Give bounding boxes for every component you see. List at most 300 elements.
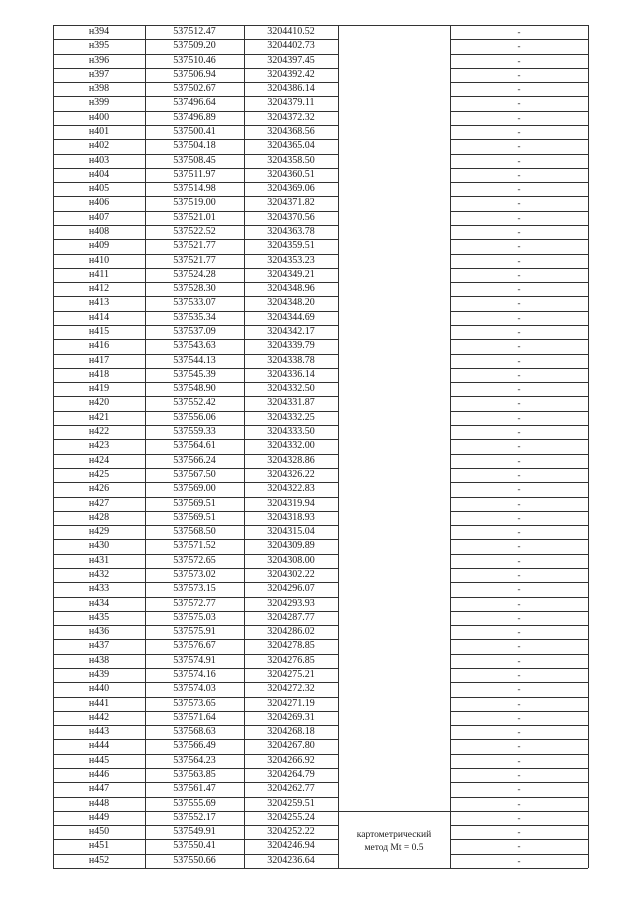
row-divider	[450, 611, 588, 612]
table-row	[53, 525, 588, 539]
point-number-cell: н421	[88, 411, 110, 423]
row-divider	[53, 239, 338, 240]
x-coordinate-cell: 537512.47	[173, 26, 216, 37]
y-coordinate-cell: 3204358.50	[267, 154, 315, 166]
y-coordinate-cell: 3204252.22	[267, 826, 315, 838]
row-divider	[450, 839, 588, 840]
table-row	[53, 68, 588, 82]
y-coordinate-cell: 3204267.80	[267, 740, 315, 752]
table-row	[53, 268, 588, 282]
y-coordinate-cell: 3204349.21	[267, 268, 315, 280]
row-divider	[450, 225, 588, 226]
dash-cell: -	[517, 141, 521, 152]
dash-cell: -	[517, 584, 521, 595]
point-number-cell: н410	[88, 254, 110, 266]
y-coordinate-cell: 3204331.87	[267, 397, 315, 409]
y-coordinate-cell: 3204259.51	[267, 797, 315, 809]
point-number-cell: н403	[88, 154, 110, 166]
x-coordinate-cell: 537572.77	[173, 597, 216, 609]
point-number-cell: н395	[88, 40, 110, 52]
row-divider	[450, 68, 588, 69]
x-coordinate-cell: 537549.91	[173, 826, 216, 838]
y-coordinate-cell: 3204296.07	[267, 583, 315, 595]
point-number-cell: н418	[88, 368, 110, 380]
row-divider	[53, 382, 338, 383]
row-divider	[53, 111, 338, 112]
x-coordinate-cell: 537543.63	[173, 340, 216, 352]
row-divider	[53, 697, 338, 698]
row-divider	[53, 296, 338, 297]
point-number-cell: н426	[88, 483, 110, 495]
dash-cell: -	[517, 298, 521, 309]
point-number-cell: н448	[88, 797, 110, 809]
row-divider	[450, 439, 588, 440]
row-divider	[450, 154, 588, 155]
y-coordinate-cell: 3204286.02	[267, 626, 315, 638]
table-row	[53, 425, 588, 439]
row-divider	[53, 254, 338, 255]
row-divider	[53, 754, 338, 755]
y-coordinate-cell: 3204397.45	[267, 54, 315, 66]
dash-cell: -	[517, 212, 521, 223]
row-divider	[450, 354, 588, 355]
row-divider	[53, 454, 338, 455]
row-divider	[53, 125, 338, 126]
x-coordinate-cell: 537573.02	[173, 568, 216, 580]
y-coordinate-cell: 3204328.86	[267, 454, 315, 466]
row-divider	[53, 597, 338, 598]
y-coordinate-cell: 3204272.32	[267, 683, 315, 695]
x-coordinate-cell: 537550.66	[173, 854, 216, 866]
table-row	[53, 82, 588, 96]
row-divider	[450, 168, 588, 169]
point-number-cell: н436	[88, 626, 110, 638]
point-number-cell: н440	[88, 683, 110, 695]
row-divider	[450, 111, 588, 112]
y-coordinate-cell: 3204278.85	[267, 640, 315, 652]
x-coordinate-cell: 537504.18	[173, 140, 216, 152]
y-coordinate-cell: 3204269.31	[267, 711, 315, 723]
x-coordinate-cell: 537575.03	[173, 611, 216, 623]
row-divider	[450, 211, 588, 212]
method-line-1: картометрический	[356, 830, 432, 840]
row-divider	[450, 282, 588, 283]
x-coordinate-cell: 537571.52	[173, 540, 216, 552]
point-number-cell: н404	[88, 168, 110, 180]
table-row	[53, 382, 588, 396]
point-number-cell: н400	[88, 111, 110, 123]
row-divider	[338, 811, 450, 812]
dash-cell: -	[517, 627, 521, 638]
point-number-cell: н438	[88, 654, 110, 666]
y-coordinate-cell: 3204266.92	[267, 754, 315, 766]
row-divider	[53, 354, 338, 355]
dash-cell: -	[517, 827, 521, 838]
x-coordinate-cell: 537574.16	[173, 668, 216, 680]
dash-cell: -	[517, 155, 521, 166]
table-row	[53, 168, 588, 182]
row-divider	[53, 611, 338, 612]
row-divider	[450, 568, 588, 569]
table-row	[53, 96, 588, 110]
dash-cell: -	[517, 369, 521, 380]
column-divider	[145, 25, 146, 868]
row-divider	[450, 139, 588, 140]
row-divider	[53, 368, 338, 369]
y-coordinate-cell: 3204309.89	[267, 540, 315, 552]
row-divider	[53, 411, 338, 412]
dash-cell: -	[517, 398, 521, 409]
row-divider	[53, 654, 338, 655]
dash-cell: -	[517, 98, 521, 109]
point-number-cell: н414	[88, 311, 110, 323]
dash-cell: -	[517, 355, 521, 366]
x-coordinate-cell: 537522.52	[173, 226, 216, 238]
x-coordinate-cell: 537500.41	[173, 126, 216, 138]
dash-cell: -	[517, 541, 521, 552]
table-row	[53, 139, 588, 153]
x-coordinate-cell: 537496.64	[173, 97, 216, 109]
table-row	[53, 39, 588, 53]
y-coordinate-cell: 3204264.79	[267, 768, 315, 780]
point-number-cell: н416	[88, 340, 110, 352]
table-row	[53, 854, 588, 868]
dash-cell: -	[517, 612, 521, 623]
dash-cell: -	[517, 341, 521, 352]
dash-cell: -	[517, 527, 521, 538]
dash-cell: -	[517, 55, 521, 66]
dash-cell: -	[517, 241, 521, 252]
x-coordinate-cell: 537502.67	[173, 83, 216, 95]
x-coordinate-cell: 537575.91	[173, 626, 216, 638]
table-row	[53, 597, 588, 611]
point-number-cell: н396	[88, 54, 110, 66]
x-coordinate-cell: 537506.94	[173, 68, 216, 80]
point-number-cell: н422	[88, 426, 110, 438]
row-divider	[450, 468, 588, 469]
table-row	[53, 539, 588, 553]
table-row	[53, 396, 588, 410]
row-divider	[450, 96, 588, 97]
row-divider	[450, 339, 588, 340]
row-divider	[450, 511, 588, 512]
table-row	[53, 54, 588, 68]
coordinates-table	[53, 25, 588, 868]
row-divider	[450, 554, 588, 555]
y-coordinate-cell: 3204368.56	[267, 126, 315, 138]
table-row	[53, 439, 588, 453]
x-coordinate-cell: 537564.61	[173, 440, 216, 452]
row-divider	[53, 811, 338, 812]
row-divider	[450, 325, 588, 326]
x-coordinate-cell: 537519.00	[173, 197, 216, 209]
table-row	[53, 782, 588, 796]
table-row	[53, 554, 588, 568]
table-row	[53, 511, 588, 525]
table-row	[53, 611, 588, 625]
table-row	[53, 811, 588, 825]
row-divider	[450, 782, 588, 783]
table-row	[53, 354, 588, 368]
x-coordinate-cell: 537566.49	[173, 740, 216, 752]
point-number-cell: н435	[88, 611, 110, 623]
row-divider	[53, 196, 338, 197]
table-row	[53, 25, 588, 39]
y-coordinate-cell: 3204255.24	[267, 811, 315, 823]
point-number-cell: н419	[88, 383, 110, 395]
row-divider	[53, 554, 338, 555]
dash-cell: -	[517, 598, 521, 609]
y-coordinate-cell: 3204365.04	[267, 140, 315, 152]
dash-cell: -	[517, 69, 521, 80]
x-coordinate-cell: 537574.03	[173, 683, 216, 695]
dash-cell: -	[517, 669, 521, 680]
table-row	[53, 568, 588, 582]
x-coordinate-cell: 537508.45	[173, 154, 216, 166]
row-divider	[53, 568, 338, 569]
table-row	[53, 482, 588, 496]
column-divider	[338, 25, 339, 868]
point-number-cell: н437	[88, 640, 110, 652]
x-coordinate-cell: 537569.51	[173, 497, 216, 509]
row-divider	[450, 25, 588, 26]
y-coordinate-cell: 3204402.73	[267, 40, 315, 52]
x-coordinate-cell: 537511.97	[173, 168, 216, 180]
table-row	[53, 725, 588, 739]
row-divider	[53, 25, 338, 26]
y-coordinate-cell: 3204370.56	[267, 211, 315, 223]
y-coordinate-cell: 3204326.22	[267, 468, 315, 480]
dash-cell: -	[517, 798, 521, 809]
dash-cell: -	[517, 384, 521, 395]
dash-cell: -	[517, 641, 521, 652]
y-coordinate-cell: 3204246.94	[267, 840, 315, 852]
row-divider	[53, 311, 338, 312]
point-number-cell: н446	[88, 768, 110, 780]
row-divider	[53, 82, 338, 83]
dash-cell: -	[517, 255, 521, 266]
point-number-cell: н411	[89, 268, 109, 280]
row-divider	[450, 682, 588, 683]
y-coordinate-cell: 3204275.21	[267, 668, 315, 680]
row-divider	[450, 239, 588, 240]
row-divider	[53, 539, 338, 540]
row-divider	[338, 25, 450, 26]
dash-cell: -	[517, 498, 521, 509]
row-divider	[53, 139, 338, 140]
dash-cell: -	[517, 755, 521, 766]
row-divider	[53, 54, 338, 55]
point-number-cell: н450	[88, 826, 110, 838]
table-row	[53, 211, 588, 225]
dash-cell: -	[517, 227, 521, 238]
point-number-cell: н409	[88, 240, 110, 252]
row-divider	[450, 411, 588, 412]
dash-cell: -	[517, 327, 521, 338]
y-coordinate-cell: 3204379.11	[267, 97, 315, 109]
dash-cell: -	[517, 727, 521, 738]
table-row	[53, 668, 588, 682]
row-divider	[450, 754, 588, 755]
dash-cell: -	[517, 184, 521, 195]
dash-cell: -	[517, 655, 521, 666]
x-coordinate-cell: 537521.01	[173, 211, 216, 223]
x-coordinate-cell: 537509.20	[173, 40, 216, 52]
table-row	[53, 454, 588, 468]
dash-cell: -	[517, 855, 521, 866]
row-divider	[450, 454, 588, 455]
row-divider	[53, 68, 338, 69]
point-number-cell: н442	[88, 711, 110, 723]
point-number-cell: н428	[88, 511, 110, 523]
table-row	[53, 739, 588, 753]
table-row	[53, 697, 588, 711]
row-divider	[53, 325, 338, 326]
table-row	[53, 311, 588, 325]
y-coordinate-cell: 3204369.06	[267, 183, 315, 195]
dash-cell: -	[517, 469, 521, 480]
dash-cell: -	[517, 569, 521, 580]
dash-cell: -	[517, 512, 521, 523]
x-coordinate-cell: 537566.24	[173, 454, 216, 466]
row-divider	[450, 625, 588, 626]
x-coordinate-cell: 537548.90	[173, 383, 216, 395]
dash-cell: -	[517, 841, 521, 852]
x-coordinate-cell: 537496.89	[173, 111, 216, 123]
table-row	[53, 196, 588, 210]
y-coordinate-cell: 3204342.17	[267, 326, 315, 338]
point-number-cell: н399	[88, 97, 110, 109]
y-coordinate-cell: 3204372.32	[267, 111, 315, 123]
table-row	[53, 325, 588, 339]
y-coordinate-cell: 3204344.69	[267, 311, 315, 323]
row-divider	[450, 268, 588, 269]
row-divider	[53, 96, 338, 97]
point-number-cell: н417	[88, 354, 110, 366]
row-divider	[450, 54, 588, 55]
column-divider	[53, 25, 54, 868]
y-coordinate-cell: 3204319.94	[267, 497, 315, 509]
dash-cell: -	[517, 712, 521, 723]
table-row	[53, 239, 588, 253]
y-coordinate-cell: 3204332.50	[267, 383, 315, 395]
point-number-cell: н401	[88, 126, 110, 138]
x-coordinate-cell: 537574.91	[173, 654, 216, 666]
table-row	[53, 125, 588, 139]
row-divider	[53, 739, 338, 740]
row-divider	[450, 125, 588, 126]
row-divider	[450, 296, 588, 297]
row-divider	[450, 597, 588, 598]
table-row	[53, 111, 588, 125]
x-coordinate-cell: 537567.50	[173, 468, 216, 480]
point-number-cell: н432	[88, 568, 110, 580]
row-divider	[450, 196, 588, 197]
row-divider	[450, 311, 588, 312]
table-row	[53, 654, 588, 668]
table-row	[53, 797, 588, 811]
y-coordinate-cell: 3204287.77	[267, 611, 315, 623]
row-divider	[53, 711, 338, 712]
x-coordinate-cell: 537573.15	[173, 583, 216, 595]
row-divider	[450, 854, 588, 855]
row-divider	[53, 396, 338, 397]
dash-cell: -	[517, 484, 521, 495]
row-divider	[450, 368, 588, 369]
x-coordinate-cell: 537535.34	[173, 311, 216, 323]
row-divider	[53, 482, 338, 483]
table-row	[53, 682, 588, 696]
point-number-cell: н412	[88, 283, 110, 295]
row-divider	[53, 668, 338, 669]
point-number-cell: н427	[88, 497, 110, 509]
dash-cell: -	[517, 312, 521, 323]
x-coordinate-cell: 537521.77	[173, 254, 216, 266]
row-divider	[450, 825, 588, 826]
row-divider	[450, 254, 588, 255]
dash-cell: -	[517, 698, 521, 709]
row-divider	[53, 511, 338, 512]
x-coordinate-cell: 537528.30	[173, 283, 216, 295]
row-divider	[53, 854, 338, 855]
row-divider	[53, 154, 338, 155]
x-coordinate-cell: 537556.06	[173, 411, 216, 423]
dash-cell: -	[517, 441, 521, 452]
table-row	[53, 254, 588, 268]
row-divider	[450, 382, 588, 383]
table-row	[53, 825, 588, 839]
x-coordinate-cell: 537564.23	[173, 754, 216, 766]
row-divider	[450, 425, 588, 426]
y-coordinate-cell: 3204318.93	[267, 511, 315, 523]
table-row	[53, 639, 588, 653]
row-divider	[53, 497, 338, 498]
row-divider	[450, 182, 588, 183]
column-divider	[244, 25, 245, 868]
x-coordinate-cell: 537555.69	[173, 797, 216, 809]
point-number-cell: н429	[88, 526, 110, 538]
dash-cell: -	[517, 127, 521, 138]
row-divider	[53, 468, 338, 469]
dash-cell: -	[517, 284, 521, 295]
row-divider	[450, 797, 588, 798]
y-coordinate-cell: 3204332.25	[267, 411, 315, 423]
x-coordinate-cell: 537550.41	[173, 840, 216, 852]
dash-cell: -	[517, 41, 521, 52]
point-number-cell: н439	[88, 668, 110, 680]
row-divider	[450, 539, 588, 540]
point-number-cell: н424	[88, 454, 110, 466]
row-divider	[53, 868, 338, 869]
row-divider	[53, 425, 338, 426]
dash-cell: -	[517, 769, 521, 780]
row-divider	[450, 725, 588, 726]
dash-cell: -	[517, 412, 521, 423]
column-divider	[588, 25, 589, 868]
y-coordinate-cell: 3204271.19	[267, 697, 315, 709]
row-divider	[53, 439, 338, 440]
x-coordinate-cell: 537559.33	[173, 426, 216, 438]
y-coordinate-cell: 3204386.14	[267, 83, 315, 95]
row-divider	[450, 868, 588, 869]
x-coordinate-cell: 537544.13	[173, 354, 216, 366]
y-coordinate-cell: 3204308.00	[267, 554, 315, 566]
x-coordinate-cell: 537533.07	[173, 297, 216, 309]
row-divider	[53, 225, 338, 226]
table-row	[53, 768, 588, 782]
point-number-cell: н405	[88, 183, 110, 195]
table-row	[53, 282, 588, 296]
